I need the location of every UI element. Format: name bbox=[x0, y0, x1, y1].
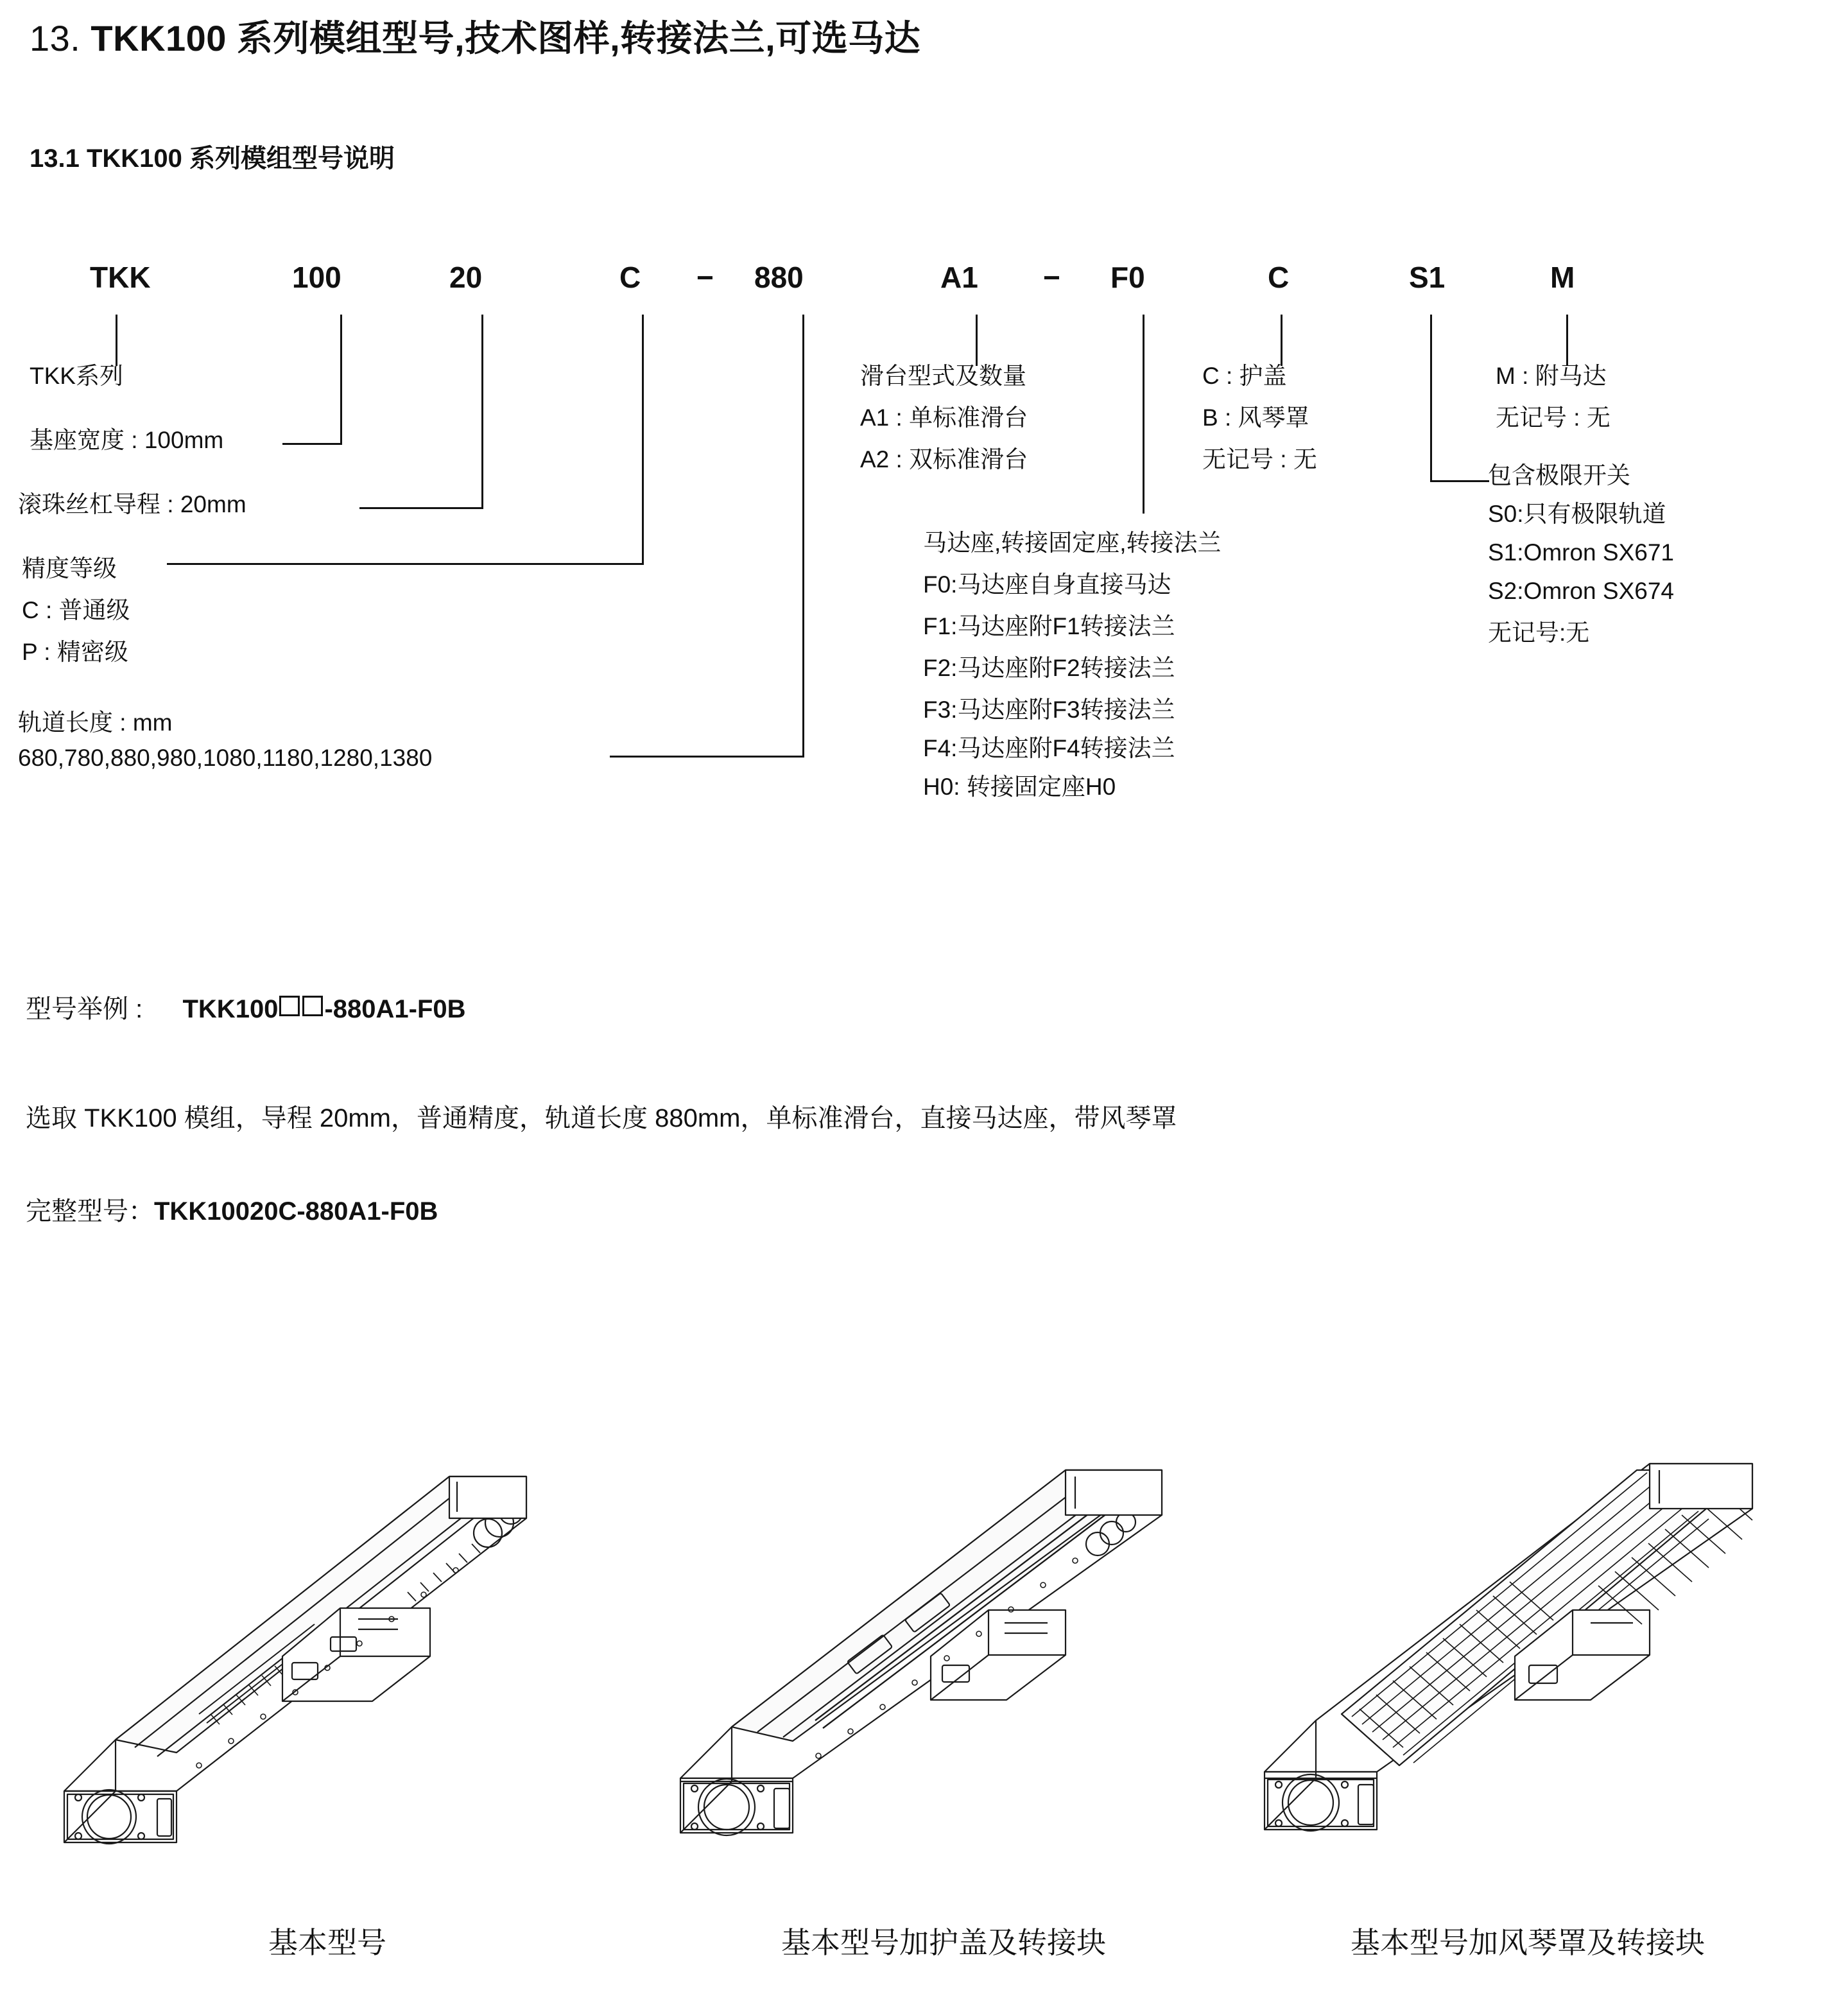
example-code-prefix: TKK100 bbox=[182, 995, 279, 1023]
page-title bbox=[30, 10, 920, 62]
figure-with-bellows-caption: 基本型号加风琴罩及转接块 bbox=[1351, 1926, 1705, 1959]
annotation-cover-c: C : 护盖 bbox=[1202, 363, 1287, 389]
annotation-flange-f3: F3:马达座附F3转接法兰 bbox=[923, 697, 1175, 723]
code-segment-dash2: − bbox=[1043, 261, 1060, 294]
leader-line-lead-v bbox=[481, 315, 483, 507]
code-segment-a1: A1 bbox=[940, 261, 978, 294]
example-description: 选取 TKK100 模组，导程 20mm，普通精度，轨道长度 880mm，单标准滑台，直接马达座，带风琴罩 bbox=[26, 1104, 1177, 1132]
placeholder-box-icon-2 bbox=[302, 996, 323, 1016]
placeholder-box-icon bbox=[279, 996, 300, 1016]
leader-line-slider bbox=[976, 315, 978, 366]
annotation-flange-f2: F2:马达座附F2转接法兰 bbox=[923, 655, 1175, 681]
leader-line-motor bbox=[1566, 315, 1568, 366]
code-segment-m: M bbox=[1550, 261, 1575, 294]
code-segment-f0: F0 bbox=[1110, 261, 1145, 294]
annotation-accuracy-c: C : 普通级 bbox=[22, 597, 130, 623]
figure-with-bellows-drawing bbox=[1239, 1380, 1817, 1894]
code-segment-dash1: − bbox=[696, 261, 714, 294]
leader-line-flange bbox=[1143, 315, 1144, 514]
code-segment-c: C bbox=[619, 261, 641, 294]
annotation-switch-s1: S1:Omron SX671 bbox=[1488, 539, 1674, 566]
annotation-accuracy-title: 精度等级 bbox=[22, 555, 117, 582]
annotation-accuracy-p: P : 精密级 bbox=[22, 639, 128, 665]
example-full-row bbox=[26, 1191, 438, 1227]
code-segment-c2: C bbox=[1268, 261, 1290, 294]
figure-with-cover-drawing bbox=[655, 1380, 1232, 1894]
annotation-switch-s2: S2:Omron SX674 bbox=[1488, 578, 1674, 604]
example-full-label: 完整型号： bbox=[26, 1197, 154, 1226]
chapter-title-text: TKK100 系列模组型号,技术图样,转接法兰,可选马达 bbox=[91, 18, 921, 58]
figures-row bbox=[0, 1380, 1848, 2009]
annotation-rail-title: 轨道长度 : mm bbox=[18, 709, 173, 736]
chapter-number: 13. bbox=[30, 18, 81, 58]
code-segment-tkk: TKK bbox=[90, 261, 151, 294]
example-full-code: TKK10020C-880A1-F0B bbox=[154, 1197, 438, 1226]
annotation-lead: 滚珠丝杠导程 : 20mm bbox=[18, 491, 246, 517]
annotation-flange-f4: F4:马达座附F4转接法兰 bbox=[923, 735, 1175, 761]
annotation-slider-title: 滑台型式及数量 bbox=[860, 363, 1026, 389]
figure-basic bbox=[39, 1380, 616, 1959]
annotation-motor-m: M : 附马达 bbox=[1496, 363, 1607, 389]
example-code-suffix: -880A1-F0B bbox=[324, 995, 466, 1023]
leader-line-switch-h bbox=[1430, 480, 1489, 482]
annotation-cover-none: 无记号 : 无 bbox=[1202, 446, 1317, 472]
leader-line-accuracy-h bbox=[167, 563, 644, 565]
code-segment-s1: S1 bbox=[1409, 261, 1446, 294]
annotation-cover-b: B : 风琴罩 bbox=[1202, 404, 1309, 431]
annotation-switch-none: 无记号:无 bbox=[1488, 619, 1590, 646]
figure-with-bellows bbox=[1239, 1380, 1817, 1959]
code-segment-880: 880 bbox=[754, 261, 804, 294]
figure-with-cover bbox=[655, 1380, 1232, 1959]
section-title: 13.1 TKK100 系列模组型号说明 bbox=[30, 144, 395, 173]
leader-line-lead-h bbox=[359, 507, 483, 509]
annotation-switch-s0: S0:只有极限轨道 bbox=[1488, 501, 1666, 527]
leader-line-base-width-h bbox=[282, 443, 342, 445]
annotation-switch-title: 包含极限开关 bbox=[1488, 462, 1630, 489]
example-row bbox=[26, 989, 466, 1025]
leader-line-cover bbox=[1281, 315, 1282, 366]
annotation-flange-title: 马达座,转接固定座,转接法兰 bbox=[923, 530, 1222, 556]
annotation-flange-f1: F1:马达座附F1转接法兰 bbox=[923, 613, 1175, 639]
annotation-base-width: 基座宽度 : 100mm bbox=[30, 427, 224, 453]
leader-line-base-width-v bbox=[340, 315, 342, 443]
figure-basic-caption: 基本型号 bbox=[268, 1926, 386, 1959]
code-segment-20: 20 bbox=[449, 261, 483, 294]
leader-line-rail-h bbox=[610, 756, 804, 758]
annotation-slider-a2: A2 : 双标准滑台 bbox=[860, 446, 1028, 472]
annotation-flange-f0: F0:马达座自身直接马达 bbox=[923, 571, 1171, 598]
figure-basic-drawing bbox=[39, 1380, 616, 1894]
annotation-rail-values: 680,780,880,980,1080,1180,1280,1380 bbox=[18, 745, 433, 771]
leader-line-series bbox=[116, 315, 117, 366]
model-code-row bbox=[0, 260, 1848, 305]
annotation-series: TKK系列 bbox=[30, 363, 123, 389]
code-segment-100: 100 bbox=[292, 261, 341, 294]
leader-line-switch-v bbox=[1430, 315, 1432, 481]
leader-line-rail-v bbox=[802, 315, 804, 758]
annotation-motor-none: 无记号 : 无 bbox=[1496, 404, 1611, 431]
annotation-slider-a1: A1 : 单标准滑台 bbox=[860, 404, 1028, 431]
annotation-flange-h0: H0: 转接固定座H0 bbox=[923, 774, 1116, 800]
example-label: 型号举例 : bbox=[26, 995, 143, 1023]
figure-with-cover-caption: 基本型号加护盖及转接块 bbox=[781, 1926, 1106, 1959]
leader-line-accuracy-v bbox=[642, 315, 644, 565]
